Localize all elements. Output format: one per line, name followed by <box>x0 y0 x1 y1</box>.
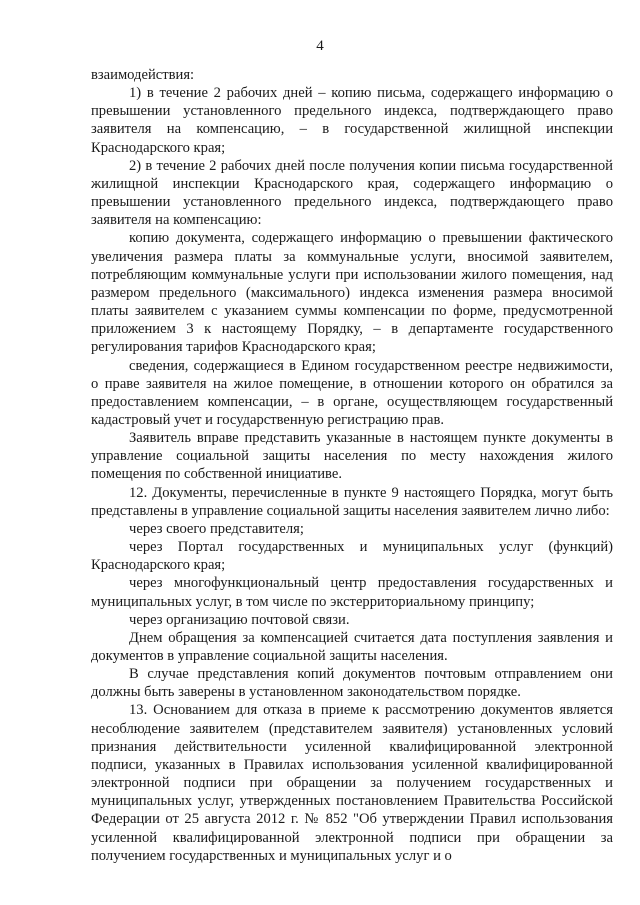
paragraph: копию документа, содержащего информацию о превышении фактического увеличения размера платы за коммунальные услуги, вносимой заявителем, потребляющим коммунальные услуги при использовании жилого помещения, над размером предельного (максимального) индекса изменения размера вносимой платы заявителем с указанием суммы компенсации по форме, предусмотренной приложением 3 к настоящему Порядку, – в департаменте государственного регулирования тарифов Краснодарского края; <box>91 230 613 356</box>
paragraph: Заявитель вправе представить указанные в настоящем пункте документы в управление социальной защиты населения по месту нахождения жилого помещения по собственной инициативе. <box>91 430 613 483</box>
paragraph: через своего представителя; <box>129 520 304 537</box>
paragraph: 1) в течение 2 рабочих дней – копию письма, содержащего информацию о превышении установленного предельного индекса, подтверждающего право заявителя на компенсацию, – в государственной жилищной инспекции Краснодарского края; <box>91 85 613 156</box>
paragraph: через Портал государственных и муниципальных услуг (функций) Краснодарского края; <box>91 539 613 574</box>
paragraph: 13. Основанием для отказа в приеме к рассмотрению документов является несоблюдение заявителем (представителем заявителя) установленных условий признания действительности усиленной квалифицированной электронной подписи, указанных в Правилах использования усиленной квалифицированной электронной подписи при обращении за получением государственных и муниципальных услуг, утвержденных постановлением Правительства Российской Федерации от 25 августа 2012 г. № 852 "Об утверждении Правил использования усиленной квалифицированной электронной подписи при обращении за получением государственных и муниципальных услуг и о <box>91 702 613 864</box>
paragraph: Днем обращения за компенсацией считается дата поступления заявления и документов в управление социальной защиты населения. <box>91 629 613 664</box>
paragraph: 2) в течение 2 рабочих дней после получения копии письма государственной жилищной инспекции Краснодарского края, содержащего информацию о превышении установленного предельного индекса, подтверждающего право заявителя на компенсацию: <box>91 157 613 229</box>
paragraph: через многофункциональный центр предоставления государственных и муниципальных услуг, в том числе по экстерриториальному принципу; <box>91 575 613 610</box>
paragraph: сведения, содержащиеся в Едином государственном реестре недвижимости, о праве заявителя на жилое помещение, в отношении которого он обратился за предоставлением компенсации, – в органе, осуществляющем государственный кадастровый учет и государственную регистрацию прав. <box>91 357 613 428</box>
paragraph: взаимодействия: <box>91 67 195 83</box>
paragraph: через организацию почтовой связи. <box>129 611 350 628</box>
document-body <box>91 66 613 865</box>
paragraph: 12. Документы, перечисленные в пункте 9 настоящего Порядка, могут быть представлены в управление социальной защиты населения заявителем лично либо: <box>91 484 613 519</box>
paragraph: В случае представления копий документов почтовым отправлением они должны быть заверены в установленном законодательством порядке. <box>91 666 613 701</box>
page-number: 4 <box>316 38 324 54</box>
